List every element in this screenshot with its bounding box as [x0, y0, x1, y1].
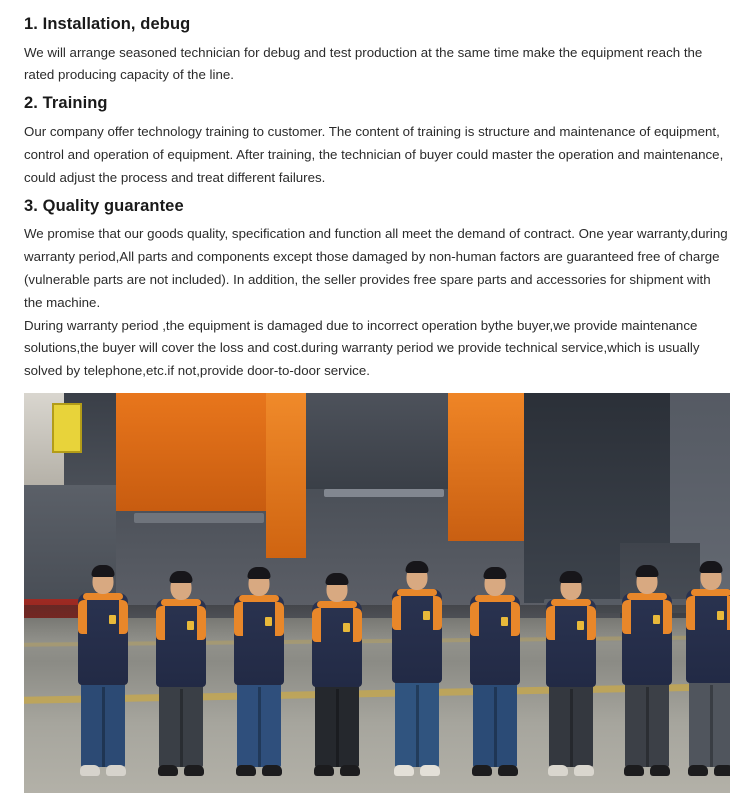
section-training	[24, 93, 728, 189]
shoes	[624, 765, 670, 776]
sleeve-right	[433, 596, 442, 630]
uniform-polo-shirt	[234, 595, 284, 685]
section-title: 3. Quality guarantee	[24, 196, 184, 215]
sleeve-right	[353, 608, 362, 642]
trousers	[159, 683, 203, 767]
sleeve-right	[663, 600, 672, 634]
collar	[239, 595, 279, 602]
trousers	[237, 681, 281, 767]
collar	[551, 599, 591, 606]
pipe-horizontal-center	[324, 489, 444, 497]
warning-sign	[52, 403, 82, 453]
section-title: 1. Installation, debug	[24, 15, 191, 33]
sleeve-left	[686, 596, 695, 630]
sleeve-right	[511, 602, 520, 636]
section-body-continued: During warranty period ,the equipment is damaged due to incorrect operation bythe buyer,we provide maintenance solutions,the buyer will cover the loss and cost.during warranty period we provide technical service,which is usually solved by telephone,etc.if not,provide door-to-door service.	[24, 317, 700, 379]
shoes	[158, 765, 204, 776]
collar	[691, 589, 730, 596]
factory-team-photo	[24, 393, 730, 793]
hair	[406, 561, 429, 573]
section-installation-debug	[24, 14, 728, 87]
trousers	[625, 681, 669, 767]
machine-orange-panel	[448, 393, 524, 541]
chest-logo	[653, 615, 660, 624]
team-member	[468, 567, 522, 779]
collar	[627, 593, 667, 600]
chest-logo	[717, 611, 724, 620]
chest-logo	[501, 617, 508, 626]
shoes	[236, 765, 282, 776]
trousers	[315, 683, 359, 767]
chest-logo	[423, 611, 430, 620]
sleeve-left	[78, 600, 87, 634]
sleeve-right	[587, 606, 596, 640]
uniform-polo-shirt	[686, 589, 730, 683]
shoes	[314, 765, 360, 776]
shoes	[548, 765, 594, 776]
sleeve-left	[156, 606, 165, 640]
uniform-polo-shirt	[156, 599, 206, 687]
sleeve-right	[727, 596, 730, 630]
trousers	[473, 681, 517, 767]
team-member	[544, 571, 598, 779]
hair	[636, 565, 659, 577]
sleeve-right	[119, 600, 128, 634]
chest-logo	[577, 621, 584, 630]
section-title: 2. Training	[24, 94, 108, 113]
team-member	[620, 565, 674, 779]
hair	[560, 571, 583, 583]
sleeve-left	[470, 602, 479, 636]
uniform-polo-shirt	[312, 601, 362, 687]
section-body: We promise that our goods quality, specification and function all meet the demand of contract. One year warranty,during warranty period,All parts and components except those damaged by non-human factors are guaranteed free of charge (vulnerable parts are not included). In addition, the seller provides free spare parts and accessories for shipment with the machine.	[24, 226, 728, 310]
team-member	[232, 567, 286, 779]
collar	[161, 599, 201, 606]
shoes	[472, 765, 518, 776]
shoes	[688, 765, 730, 776]
machine-orange-housing	[116, 393, 266, 511]
sleeve-left	[546, 606, 555, 640]
sleeve-right	[197, 606, 206, 640]
chest-logo	[343, 623, 350, 632]
collar	[317, 601, 357, 608]
hair	[170, 571, 193, 583]
team-member	[310, 573, 364, 779]
sleeve-left	[312, 608, 321, 642]
uniform-polo-shirt	[546, 599, 596, 687]
machine-orange-column	[266, 393, 306, 558]
sleeve-left	[234, 602, 243, 636]
sleeve-right	[275, 602, 284, 636]
shoes	[394, 765, 440, 776]
hair	[484, 567, 507, 579]
uniform-polo-shirt	[392, 589, 442, 683]
team-member	[684, 561, 730, 779]
uniform-polo-shirt	[78, 593, 128, 685]
chest-logo	[109, 615, 116, 624]
section-body: We will arrange seasoned technician for debug and test production at the same time make the equipment reach the rated producing capacity of the line.	[24, 44, 703, 83]
pipe-horizontal-left	[134, 513, 264, 523]
chest-logo	[265, 617, 272, 626]
sleeve-left	[392, 596, 401, 630]
uniform-polo-shirt	[470, 595, 520, 685]
chest-logo	[187, 621, 194, 630]
hair	[92, 565, 115, 577]
collar	[83, 593, 123, 600]
team-member	[76, 565, 130, 779]
section-body: Our company offer technology training to customer. The content of training is structure and maintenance of equipment, control and operation of equipment. After training, the technician of buyer could master the operation and maintenance, could adjust the process and treat different failures.	[24, 123, 724, 185]
collar	[397, 589, 437, 596]
trousers	[81, 681, 125, 767]
hair	[700, 561, 723, 573]
section-quality-guarantee	[24, 196, 728, 384]
trousers	[689, 679, 730, 767]
uniform-polo-shirt	[622, 593, 672, 685]
hair	[326, 573, 349, 585]
team-member	[154, 571, 208, 779]
trousers	[549, 683, 593, 767]
team-member	[390, 561, 444, 779]
hair	[248, 567, 271, 579]
shoes	[80, 765, 126, 776]
sleeve-left	[622, 600, 631, 634]
machine-frame-upper	[306, 393, 448, 489]
collar	[475, 595, 515, 602]
trousers	[395, 679, 439, 767]
